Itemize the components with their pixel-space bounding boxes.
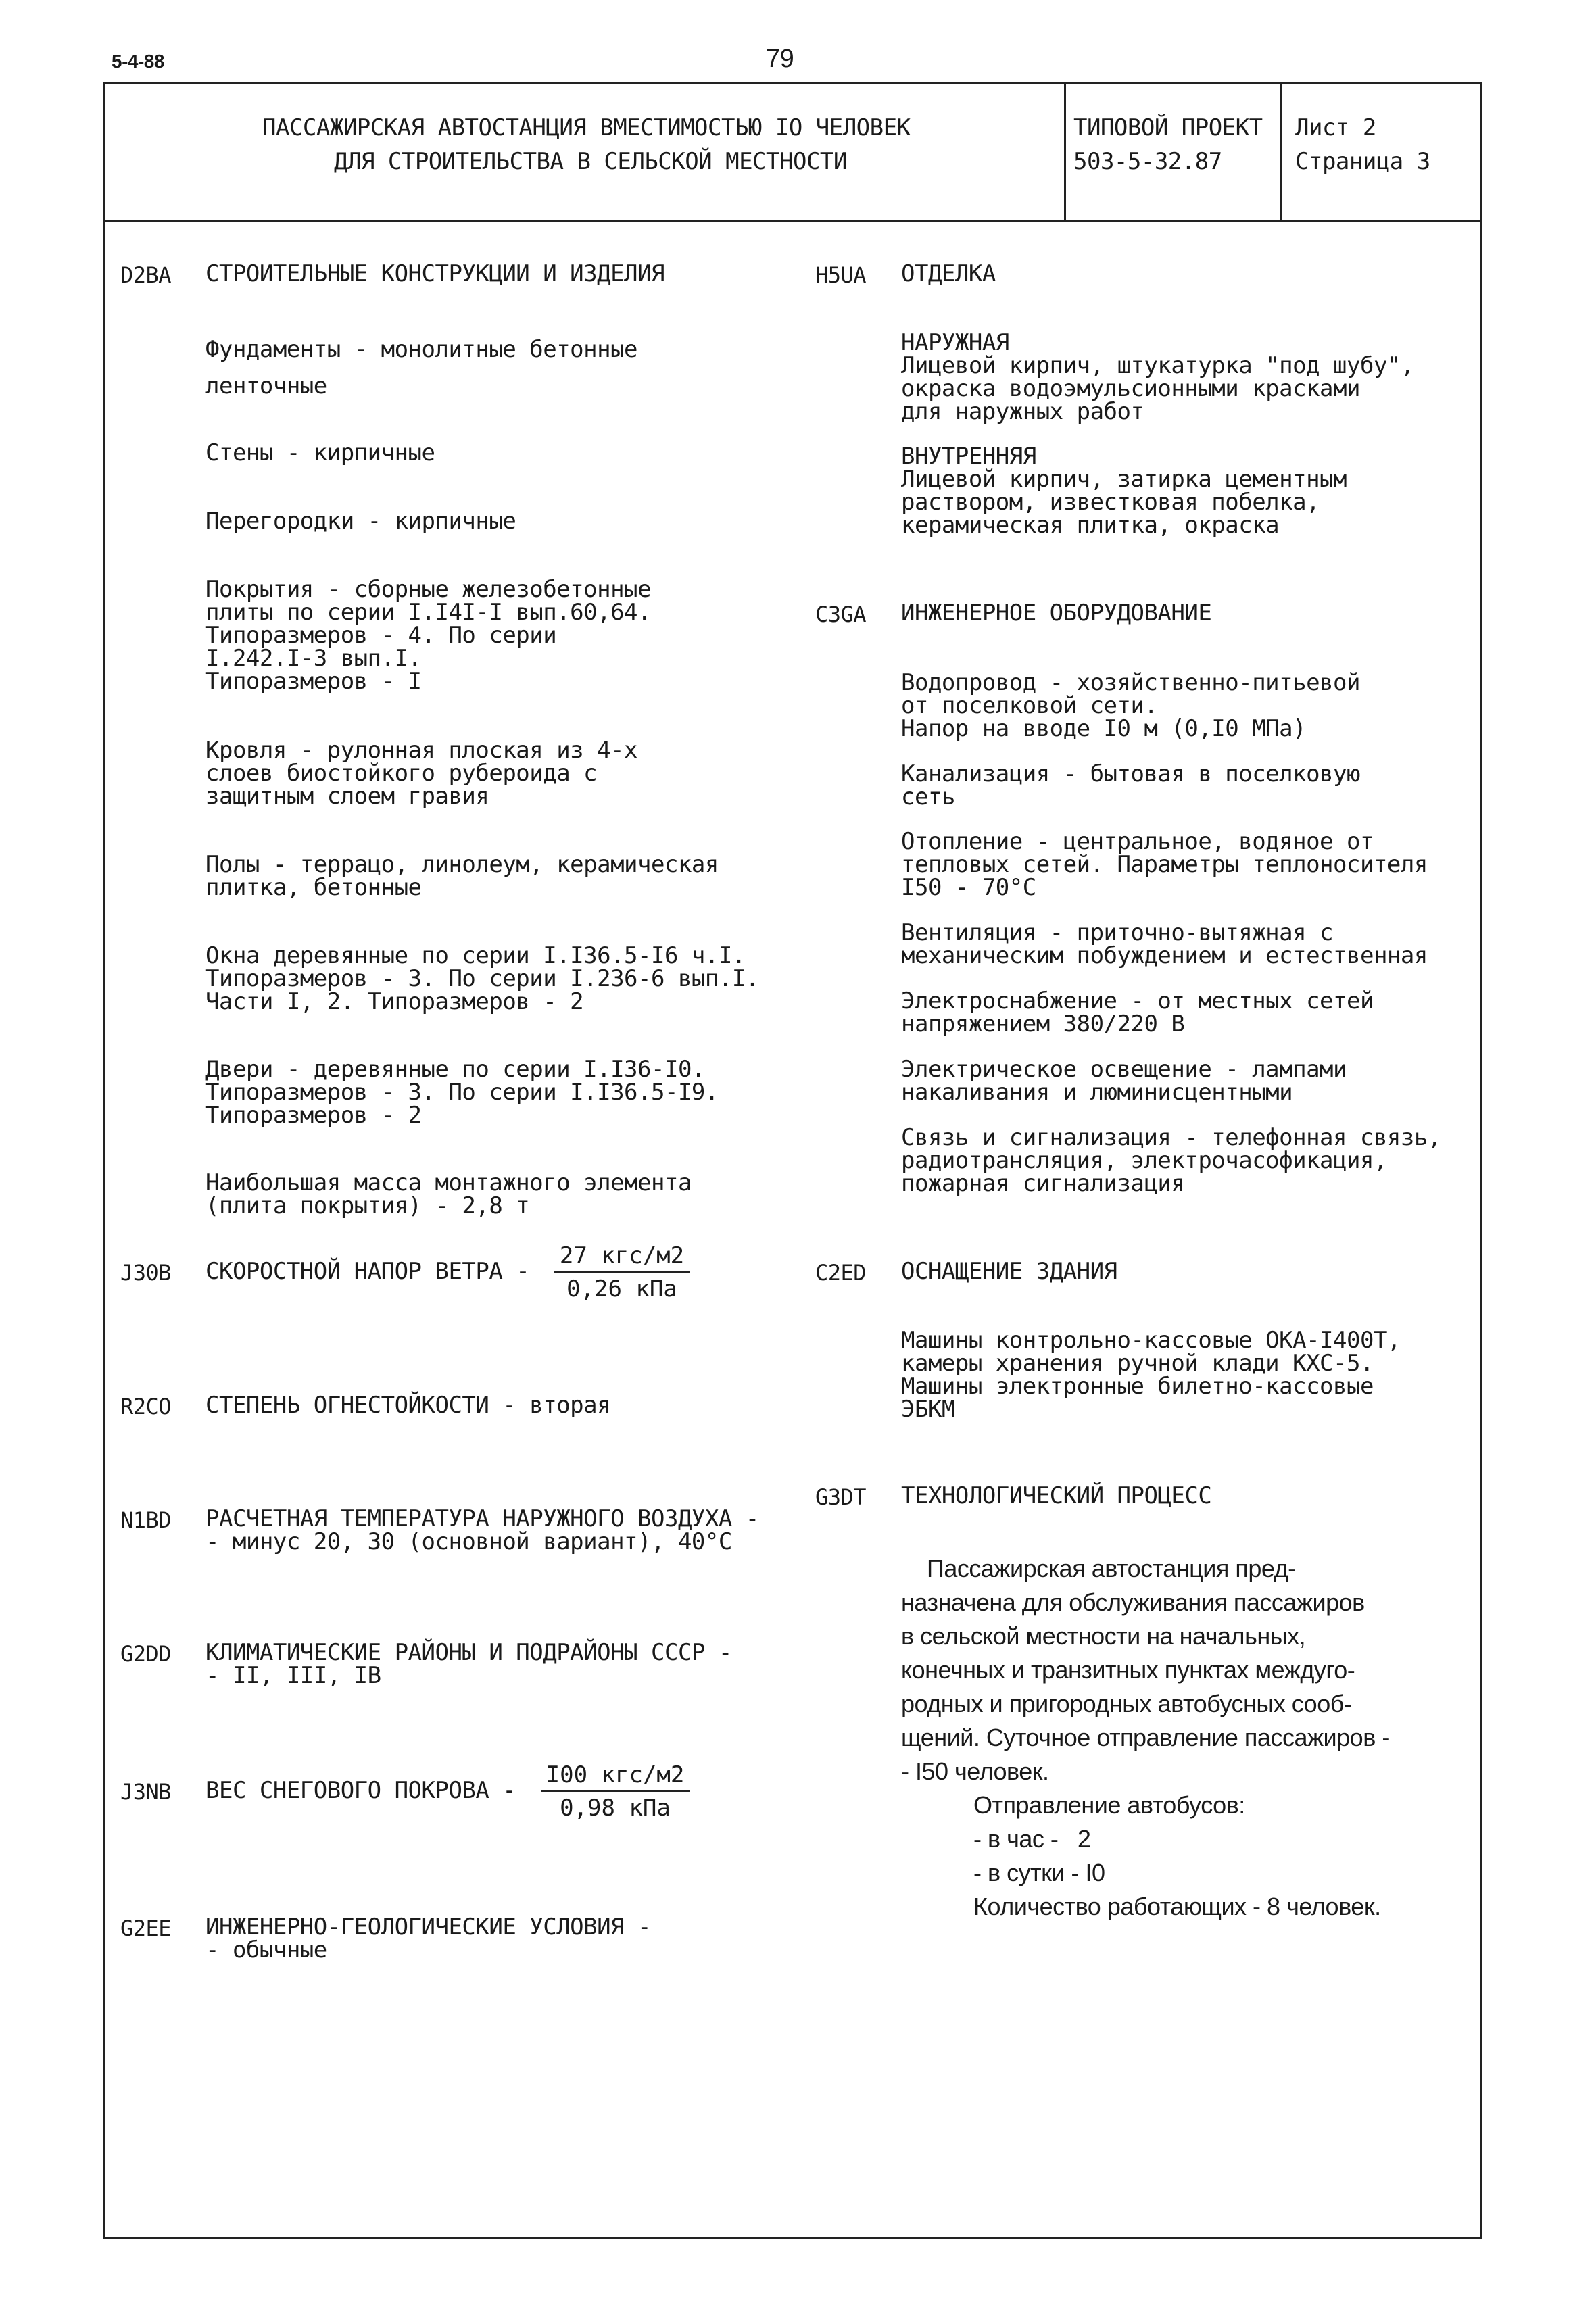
section-heading: ОТДЕЛКА <box>901 260 996 287</box>
section-code: N1BD <box>120 1507 172 1533</box>
paragraph: Канализация - бытовая в поселковую сеть <box>901 760 1360 810</box>
section-text: РАСЧЕТНАЯ ТЕМПЕРАТУРА НАРУЖНОГО ВОЗДУХА - - минус 20, 30 (основной вариант), 40°C <box>205 1505 759 1555</box>
fraction-numerator: I00 кгс/м2 <box>541 1763 690 1792</box>
section-heading: ИНЖЕНЕРНОЕ ОБОРУДОВАНИЕ <box>901 600 1212 627</box>
section-code: C3GA <box>815 602 867 627</box>
title-block-vline-1 <box>1064 82 1066 221</box>
paragraph: Окна деревянные по серии I.I36.5-I6 ч.I. Типоразмеров - 3. По серии I.236-6 вып.I. Части I, 2. Типоразмеров - 2 <box>205 942 759 1015</box>
section-heading: СТЕПЕНЬ ОГНЕСТОЙКОСТИ - вторая <box>205 1392 611 1419</box>
paragraph: Покрытия - сборные железобетонные плиты по серии I.I4I-I вып.60,64. Типоразмеров - 4. По серии I.242.I-3 вып.I. Типоразмеров - I <box>205 576 652 695</box>
paragraph: Отопление - центральное, водяное от тепловых сетей. Параметры теплоносителя I50 - 70°C <box>901 828 1428 901</box>
section-code: G2EE <box>120 1916 172 1941</box>
paragraph: Полы - террацо, линолеум, керамическая плитка, бетонные <box>205 851 719 901</box>
section-code: J3NB <box>120 1779 172 1805</box>
corner-code: 5-4-88 <box>112 51 164 72</box>
paragraph: ВНУТРЕННЯЯ Лицевой кирпич, затирка цементным раствором, известковая побелка, керамическая плитка, окраска <box>901 443 1347 539</box>
section-code: R2CO <box>120 1394 172 1419</box>
title-line-2: ДЛЯ СТРОИТЕЛЬСТВА В СЕЛЬСКОЙ МЕСТНОСТИ <box>334 148 847 175</box>
paragraph: Наибольшая масса монтажного элемента (плита покрытия) - 2,8 т <box>205 1169 692 1219</box>
fraction-denominator: 0,98 кПа <box>560 1795 671 1822</box>
paragraph: Машины контрольно-кассовые ОКА-I400Т, камеры хранения ручной клади КХС-5. Машины электронные билетно-кассовые ЭБКМ <box>901 1327 1401 1423</box>
paragraph: НАРУЖНАЯ Лицевой кирпич, штукатурка "под шубу", окраска водоэмульсионными красками для наружных работ <box>901 329 1414 425</box>
paragraph: Стены - кирпичные <box>205 439 435 466</box>
section-code: C2ED <box>815 1260 867 1286</box>
paragraph: Связь и сигнализация - телефонная связь, радиотрансляция, электрочасофикация, пожарная сигнализация <box>901 1124 1441 1197</box>
section-text: ИНЖЕНЕРНО-ГЕОЛОГИЧЕСКИЕ УСЛОВИЯ - - обычные <box>205 1914 652 1964</box>
section-code: J30B <box>120 1260 172 1286</box>
section-heading: ВЕС СНЕГОВОГО ПОКРОВА - <box>205 1777 516 1804</box>
section-code: G3DT <box>815 1484 867 1510</box>
page-label: Страница 3 <box>1295 148 1430 175</box>
section-heading: СТРОИТЕЛЬНЫЕ КОНСТРУКЦИИ И ИЗДЕЛИЯ <box>205 260 664 287</box>
project-number: 503-5-32.87 <box>1073 148 1222 175</box>
snow-load-fraction <box>541 1763 690 1820</box>
section-code: D2BA <box>120 262 172 288</box>
paragraph: Кровля - рулонная плоская из 4-х слоев биостойкого рубероида с защитным слоем гравия <box>205 737 638 810</box>
section-text: КЛИМАТИЧЕСКИЕ РАЙОНЫ И ПОДРАЙОНЫ СССР - - II, III, IB <box>205 1639 732 1689</box>
paragraph: Перегородки - кирпичные <box>205 508 516 535</box>
fraction-numerator: 27 кгс/м2 <box>554 1244 690 1273</box>
section-code: H5UA <box>815 262 867 288</box>
paragraph: Электроснабжение - от местных сетей напряжением 380/220 В <box>901 988 1374 1038</box>
title-line-1: ПАССАЖИРСКАЯ АВТОСТАНЦИЯ ВМЕСТИМОСТЬЮ IO ЧЕЛОВЕК <box>262 114 911 141</box>
section-heading: СКОРОСТНОЙ НАПОР ВЕТРА - <box>205 1258 530 1285</box>
paragraph: Пассажирская автостанция пред- назначена для обслуживания пассажиров в сельской местности на начальных, конечных и транзитных пунктах междуго- родных и пригородных автобусных сооб- щений. Суточное отправление пассажиров - - I50 человек. <box>901 1555 1390 1785</box>
project-label: ТИПОВОЙ ПРОЕКТ <box>1073 114 1263 141</box>
paragraph: Вентиляция - приточно-вытяжная с механическим побуждением и естественная <box>901 919 1428 969</box>
section-heading: ТЕХНОЛОГИЧЕСКИЙ ПРОЦЕСС <box>901 1482 1212 1509</box>
paragraph: Двери - деревянные по серии I.I36-I0. Типоразмеров - 3. По серии I.I36.5-I9. Типоразмеров - 2 <box>205 1056 719 1129</box>
paragraph: Фундаменты - монолитные бетонные ленточные <box>205 336 638 399</box>
section-heading: ОСНАЩЕНИЕ ЗДАНИЯ <box>901 1258 1117 1285</box>
fraction-denominator: 0,26 кПа <box>566 1275 677 1302</box>
page-number: 79 <box>766 45 794 73</box>
title-block-divider <box>103 220 1482 222</box>
section-code: G2DD <box>120 1641 172 1667</box>
wind-pressure-fraction <box>554 1244 690 1301</box>
paragraph: Отправление автобусов: - в час - 2 - в сутки - I0 Количество работающих - 8 человек. <box>973 1791 1381 1920</box>
sheet-number: Лист 2 <box>1295 114 1376 141</box>
paragraph: Водопровод - хозяйственно-питьевой от поселковой сети. Напор на вводе I0 м (0,I0 МПа) <box>901 669 1360 742</box>
title-block-vline-2 <box>1280 82 1282 221</box>
paragraph: Электрическое освещение - лампами накаливания и люминисцентными <box>901 1056 1347 1106</box>
